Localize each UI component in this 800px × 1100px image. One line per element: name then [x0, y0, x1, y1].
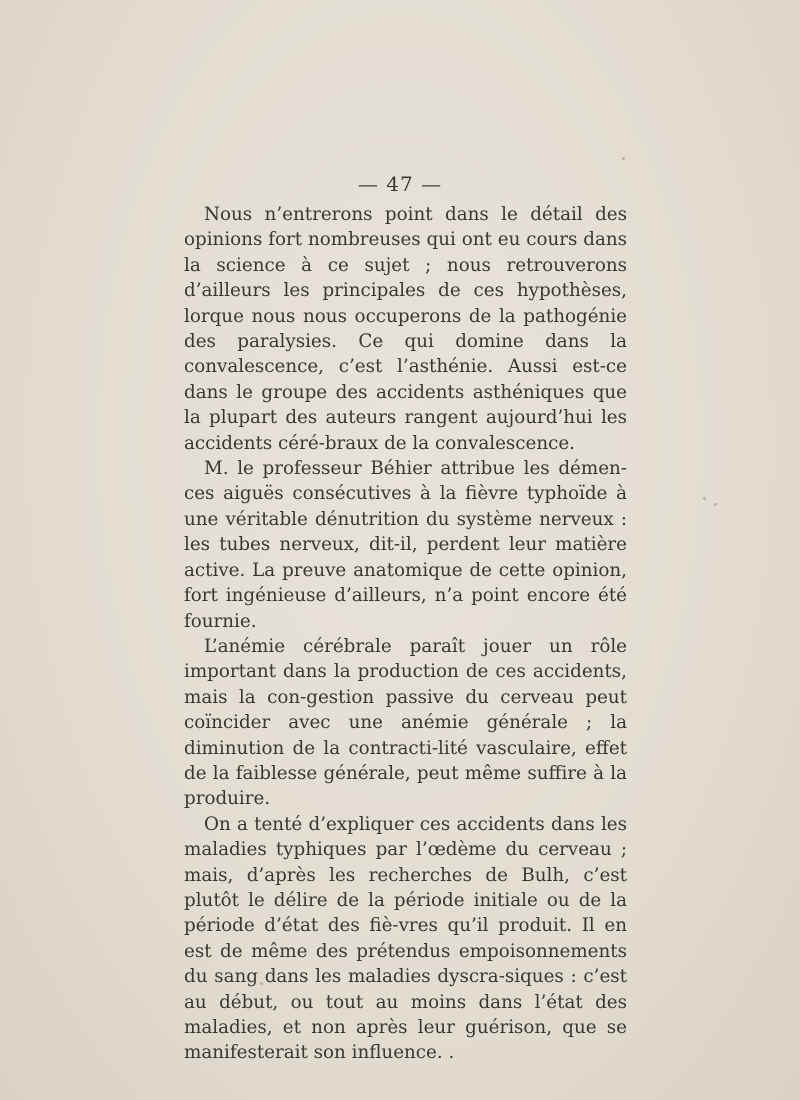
paragraph-4: On a tenté d’expliquer ces accidents dans les maladies typhiques par l’œdème du cerveau ; mais, d’après les recherches de Bulh, c’est plutôt le délire de la période initiale ou de la période d’état des fiè-vres qu’il produit. Il en est de même des prétendus empoisonnements du sang dans les maladies dyscra-siques : c’est au début, ou tout au moins dans l’état des maladies, et non après leur guérison, que se manifesterait son influence. . — [184, 813, 627, 1064]
page-number: — 47 — — [357, 172, 443, 196]
paper-speck — [703, 497, 706, 500]
paragraph-2: M. le professeur Béhier attribue les démen-ces aiguës consécutives à la fièvre typhoïde à une véritable dénutrition du système nerveux : les tubes nerveux, dit-il, perdent leur matière active. La preuve anatomique de cette opinion, fort ingénieuse d’ailleurs, n’a point encore été fournie. — [184, 458, 627, 632]
paragraph-1: Nous n’entrerons point dans le détail des opinions fort nombreuses qui ont eu cours dans la science à ce sujet ; nous retrouverons d’ailleurs les principales de ces hypothèses, lorque nous nous occuperons de la pathogénie des paralysies. Ce qui domine dans la convalescence, c’est l’asthénie. Aussi est-ce dans le groupe des accidents asthéniques que la plupart des auteurs rangent aujourd’hui les accidents céré-braux de la convalescence. — [184, 204, 627, 454]
paragraph-3: L’anémie cérébrale paraît jouer un rôle important dans la production de ces accidents, mais la con-gestion passive du cerveau peut coïncider avec une anémie générale ; la diminution de la contracti-lité vasculaire, effet de la faiblesse générale, peut même suffire à la produire. — [184, 635, 627, 810]
paper-speck — [714, 503, 717, 506]
paper-speck — [622, 157, 625, 160]
body-text — [184, 202, 627, 1066]
